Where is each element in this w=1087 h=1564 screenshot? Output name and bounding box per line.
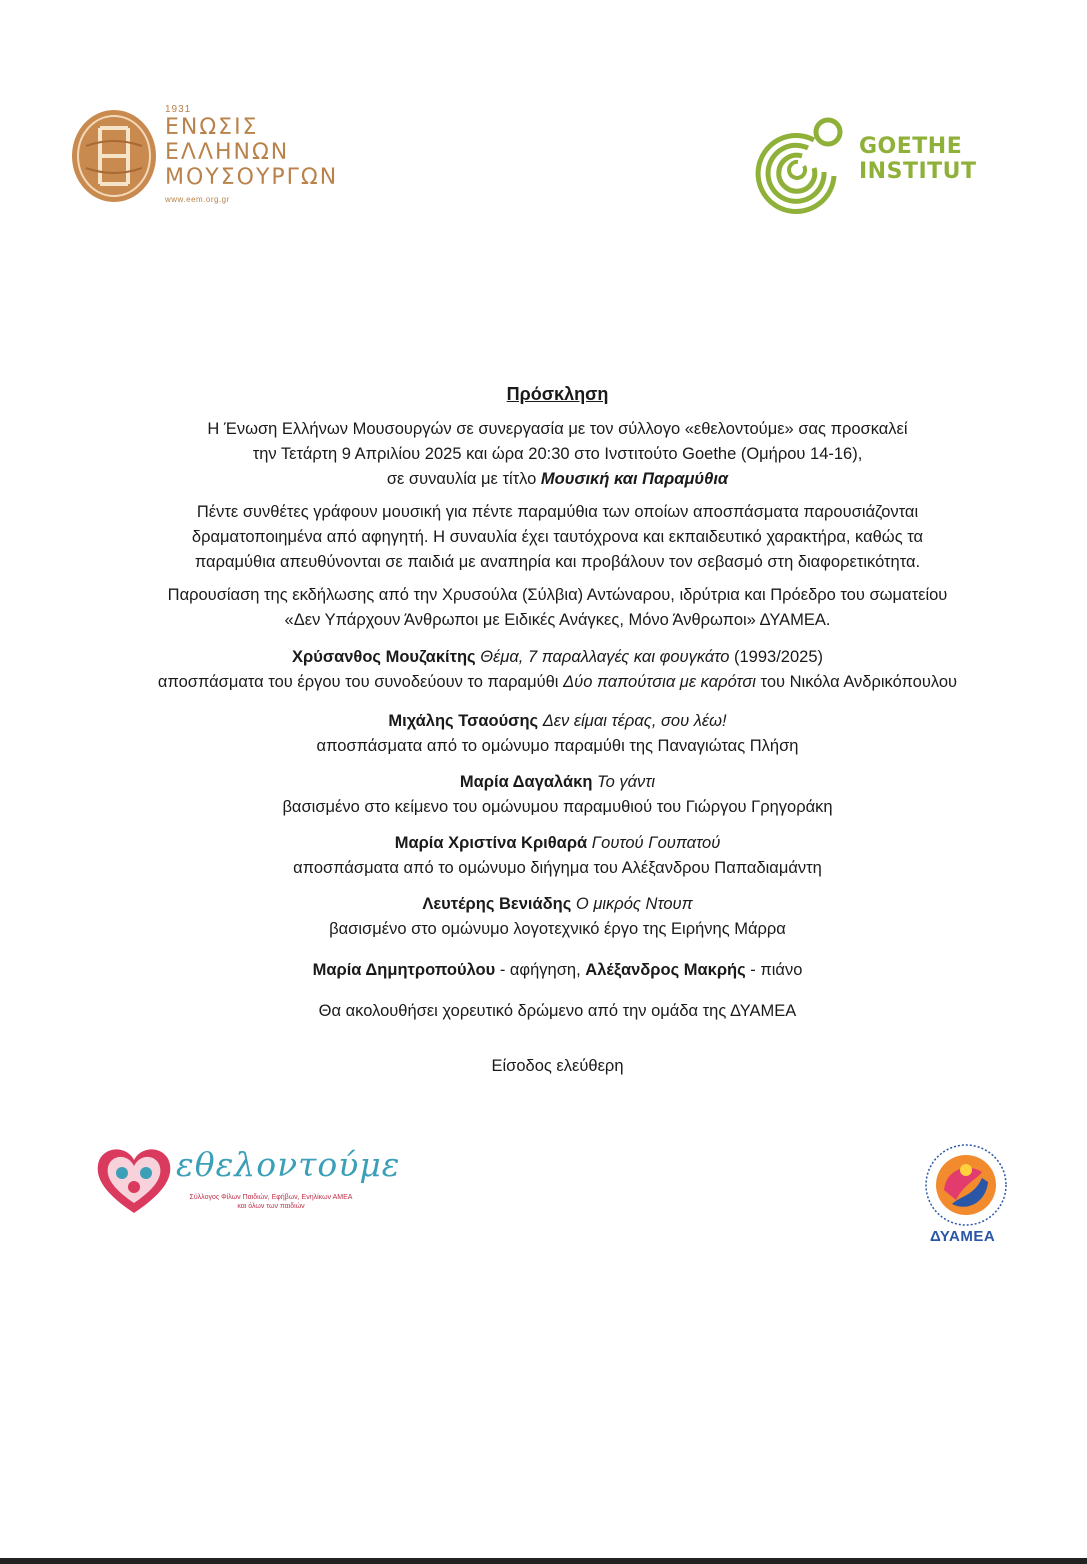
composer-name: Μαρία Δαγαλάκη	[459, 773, 593, 791]
ethelontoume-subtitle-line: και όλων των παιδιών	[237, 1203, 305, 1210]
work-desc: βασισμένο στο κείμενο του ομώνυμου παραμυθιού του Γιώργου Γρηγοράκη	[282, 798, 833, 816]
work-desc: βασισμένο στο ομώνυμο λογοτεχνικό έργο της Ειρήνης Μάρρα	[329, 920, 786, 938]
presentation-line: Παρουσίαση της εκδήλωσης από την Χρυσούλα (Σύλβια) Αντώναρου, ιδρύτρια και Πρόεδρο του σωματείου	[167, 586, 948, 604]
ethelontoume-logo	[94, 1143, 401, 1223]
eem-emblem-icon	[70, 106, 160, 206]
pianist-role: - πιάνο	[745, 961, 803, 979]
composer-name: Μαρία Χριστίνα Κριθαρά	[394, 834, 588, 852]
invitation-body	[60, 382, 1055, 1087]
composer-name: Χρύσανθος Μουζακίτης	[292, 648, 476, 666]
eem-logo	[70, 100, 340, 215]
work-item	[60, 770, 1055, 820]
eem-url: www.eem.org.gr	[165, 195, 230, 204]
ethelontoume-name: εθελοντούμε	[176, 1145, 401, 1184]
goethe-line1: GOETHE	[859, 134, 963, 159]
goethe-logo	[752, 114, 977, 214]
goethe-line2: INSTITUT	[859, 159, 977, 184]
work-title: Ο μικρός Ντουπ	[575, 895, 693, 913]
description-line: παραμύθια απευθύνονται σε παιδιά με αναπηρία και προβάλουν τον σεβασμό στη διαφορετικότητα.	[194, 553, 921, 571]
dyamea-name: ΔΥΑΜΕΑ	[930, 1228, 996, 1245]
invitation-title: Πρόσκληση	[506, 384, 609, 404]
intro-line: Η Ένωση Ελλήνων Μουσουργών σε συνεργασία με τον σύλλογο «εθελοντούμε» σας προσκαλεί	[207, 420, 908, 438]
intro-paragraph	[60, 417, 1055, 492]
eem-name-line2: ΕΛΛΗΝΩΝ	[165, 140, 290, 165]
description-paragraph	[60, 500, 1055, 575]
goethe-spiral-icon	[752, 114, 852, 214]
pianist-name: Αλέξανδρος Μακρής	[585, 961, 746, 979]
narrator-name: Μαρία Δημητροπούλου	[312, 961, 496, 979]
work-title: Θέμα, 7 παραλλαγές και φουγκάτο	[480, 648, 730, 666]
composer-name: Μιχάλης Τσαούσης	[388, 712, 539, 730]
eem-year: 1931	[165, 104, 192, 115]
work-desc: αποσπάσματα από το ομώνυμο παραμύθι της Παναγιώτας Πλήση	[316, 737, 799, 755]
eem-name-line3: ΜΟΥΣΟΥΡΓΩΝ	[165, 165, 339, 190]
composer-name: Λευτέρης Βενιάδης	[422, 895, 572, 913]
heart-icon	[94, 1143, 174, 1218]
entry-note: Είσοδος ελεύθερη	[491, 1057, 624, 1075]
work-desc: αποσπάσματα του έργου του συνοδεύουν το παραμύθι	[157, 673, 564, 691]
ethelontoume-subtitle-line: Σύλλογος Φίλων Παιδιών, Εφήβων, Ενηλίκων ΑΜΕΑ	[189, 1194, 353, 1201]
ethelontoume-subtitle	[176, 1193, 366, 1211]
work-item	[60, 709, 1055, 759]
work-desc: αποσπάσματα από το ομώνυμο διήγημα του Αλέξανδρου Παπαδιαμάντη	[293, 859, 822, 877]
eem-name-line1: ΕΝΩΣΙΣ	[165, 115, 259, 140]
work-item	[60, 892, 1055, 942]
description-line: δραματοποιημένα από αφηγητή. Η συναυλία έχει ταυτόχρονα και εκπαιδευτικό χαρακτήρα, καθώς τα	[191, 528, 924, 546]
work-item	[60, 831, 1055, 881]
narrator-role: - αφήγηση,	[495, 961, 586, 979]
performers-line	[60, 958, 1055, 983]
intro-line	[60, 467, 1055, 492]
work-title: Δεν είμαι τέρας, σου λέω!	[542, 712, 727, 730]
work-desc: του Νικόλα Ανδρικόπουλου	[755, 673, 958, 691]
description-line: Πέντε συνθέτες γράφουν μουσική για πέντε παραμύθια των οποίων αποσπάσματα παρουσιάζονται	[196, 503, 919, 521]
presentation-paragraph	[60, 583, 1055, 633]
work-item	[60, 645, 1055, 695]
concert-title: Μουσική και Παραμύθια	[540, 470, 729, 488]
intro-line: την Τετάρτη 9 Απριλίου 2025 και ώρα 20:30 στο Ινστιτούτο Goethe (Ομήρου 14-16),	[252, 445, 863, 463]
work-title: Το γάντι	[597, 773, 656, 791]
presentation-line: «Δεν Υπάρχουν Άνθρωποι με Ειδικές Ανάγκες, Μόνο Άνθρωποι» ΔΥΑΜΕΑ.	[284, 611, 831, 629]
dance-note: Θα ακολουθήσει χορευτικό δρώμενο από την ομάδα της ΔΥΑΜΕΑ	[318, 1002, 797, 1020]
bottom-border	[0, 1558, 1087, 1564]
intro-prefix: σε συναυλία με τίτλο	[386, 470, 537, 488]
dyamea-logo	[916, 1140, 1016, 1260]
work-year: (1993/2025)	[729, 648, 823, 666]
work-desc-title: Δύο παπούτσια με καρότσι	[563, 673, 756, 691]
work-title: Γουτού Γουπατού	[591, 834, 721, 852]
dyamea-emblem-icon	[916, 1140, 1016, 1230]
